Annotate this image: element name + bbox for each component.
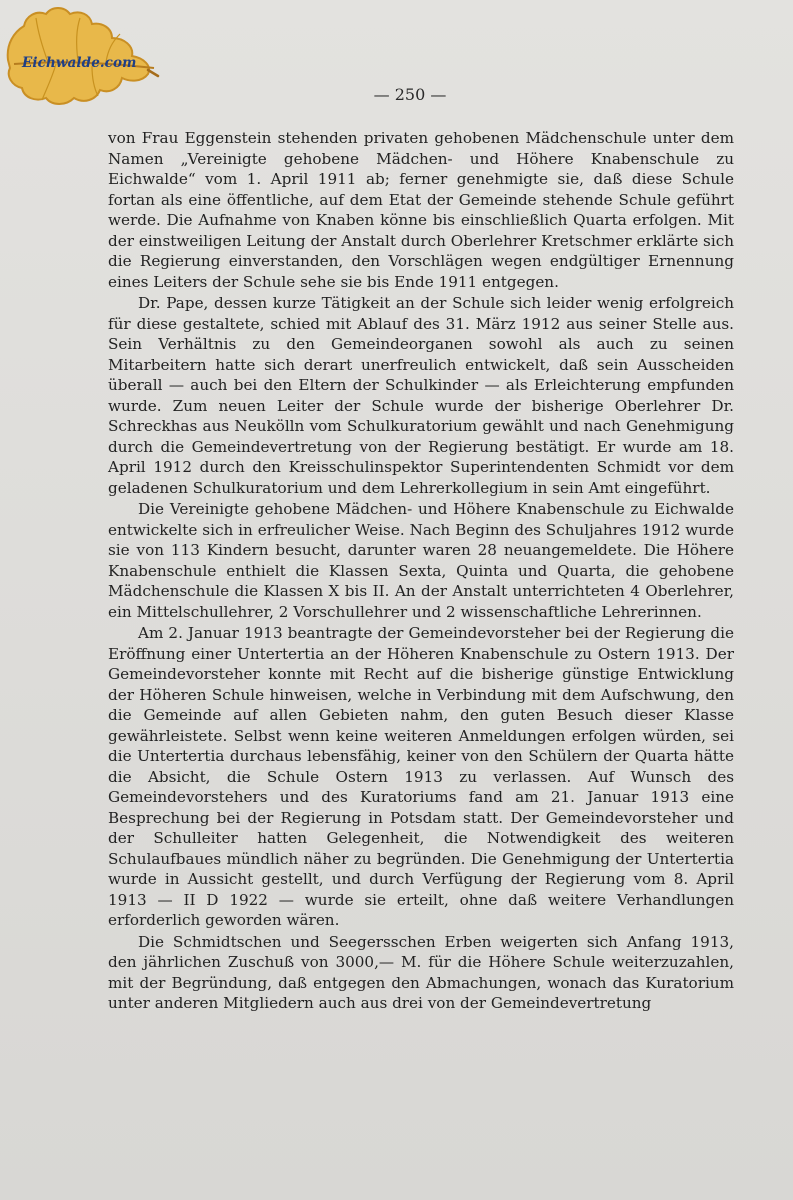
paragraph: Am 2. Januar 1913 beantragte der Gemeindevorsteher bei der Regierung die Eröffnung einer Untertertia an der Höheren Knabenschule zu Ostern 1913. Der Gemeindevorsteher konnte mit Recht auf die bisherige günstige Entwicklung der Höheren Schule hinweisen, welche in Verbindung mit dem Aufschwung, den die Gemeinde auf allen Gebieten nahm, den guten Besuch dieser Klasse gewährleistete. Selbst wenn keine weiteren Anmeldungen erfolgen würden, sei die Untertertia durchaus lebensfähig, keiner von den Schülern der Quarta hätte die Absicht, die Schule Ostern 1913 zu verlassen. Auf Wunsch des Gemeindevorstehers und des Kuratoriums fand am 21. Januar 1913 eine Besprechung bei der Regierung in Potsdam statt. Der Gemeindevorsteher und der Schulleiter hatten Gelegenheit, die Notwendigkeit des weiteren Schulaufbaues mündlich näher zu begründen. Die Genehmigung der Untertertia wurde in Aussicht gestellt, und durch Verfügung der Regierung vom 8. April 1913 — II D 1922 — wurde sie erteilt, ohne daß weitere Verhandlungen erforderlich geworden wären.: [108, 624, 734, 929]
paragraph: von Frau Eggenstein stehenden privaten gehobenen Mädchenschule unter dem Namen „Vereinigte gehobene Mädchen- und Höhere Knabenschule zu Eichwalde“ vom 1. April 1911 ab; ferner genehmigte sie, daß diese Schule fortan als eine öffentliche, auf dem Etat der Gemeinde stehende Schule geführt werde. Die Aufnahme von Knaben könne bis einschließlich Quarta erfolgen. Mit der einstweiligen Leitung der Anstalt durch Oberlehrer Kretschmer erklärte sich die Regierung einverstanden, den Vorschlägen wegen endgültiger Ernennung eines Leiters der Schule sehe sie bis Ende 1911 entgegen.: [108, 129, 734, 291]
logo-text: Eichwalde.com: [22, 55, 137, 71]
paragraph: Die Schmidtschen und Seegersschen Erben weigerten sich Anfang 1913, den jährlichen Zuschuß von 3000,— M. für die Höhere Schule weiterzuzahlen, mit der Begründung, daß entgegen den Abmachungen, wonach das Kuratorium unter anderen Mitgliedern auch aus drei von der Gemeindevertretung: [108, 932, 734, 1012]
paragraph: Dr. Pape, dessen kurze Tätigkeit an der Schule sich leider wenig erfolgreich für diese gestaltete, schied mit Ablauf des 31. März 1912 aus seiner Stelle aus. Sein Verhältnis zu den Gemeindeorganen sowohl als auch zu seinen Mitarbeitern hatte sich derart unerfreulich entwickelt, daß sein Ausscheiden überall — auch bei den Eltern der Schulkinder — als Erleichterung empfunden wurde. Zum neuen Leiter der Schule wurde der bisherige Oberlehrer Dr. Schreckhas aus Neukölln vom Schulkuratorium gewählt und nach Genehmigung durch die Gemeindevertretung von der Regierung bestätigt. Er wurde am 18. April 1912 durch den Kreisschulinspektor Superintendenten Schmidt vor dem geladenen Schulkuratorium und dem Lehrerkollegium in sein Amt eingeführt.: [108, 294, 734, 497]
paragraph: Die Vereinigte gehobene Mädchen- und Höhere Knabenschule zu Eichwalde entwickelte sich in erfreulicher Weise. Nach Beginn des Schuljahres 1912 wurde sie von 113 Kindern besucht, darunter waren 28 neuangemeldete. Die Höhere Knabenschule enthielt die Klassen Sexta, Quinta und Quarta, die gehobene Mädchenschule die Klassen X bis II. An der Anstalt unterrichteten 4 Oberlehrer, ein Mittelschullehrer, 2 Vorschullehrer und 2 wissenschaftliche Lehrerinnen.: [108, 500, 734, 621]
page-number: — 250 —: [373, 85, 447, 104]
body-text: [108, 128, 734, 1014]
